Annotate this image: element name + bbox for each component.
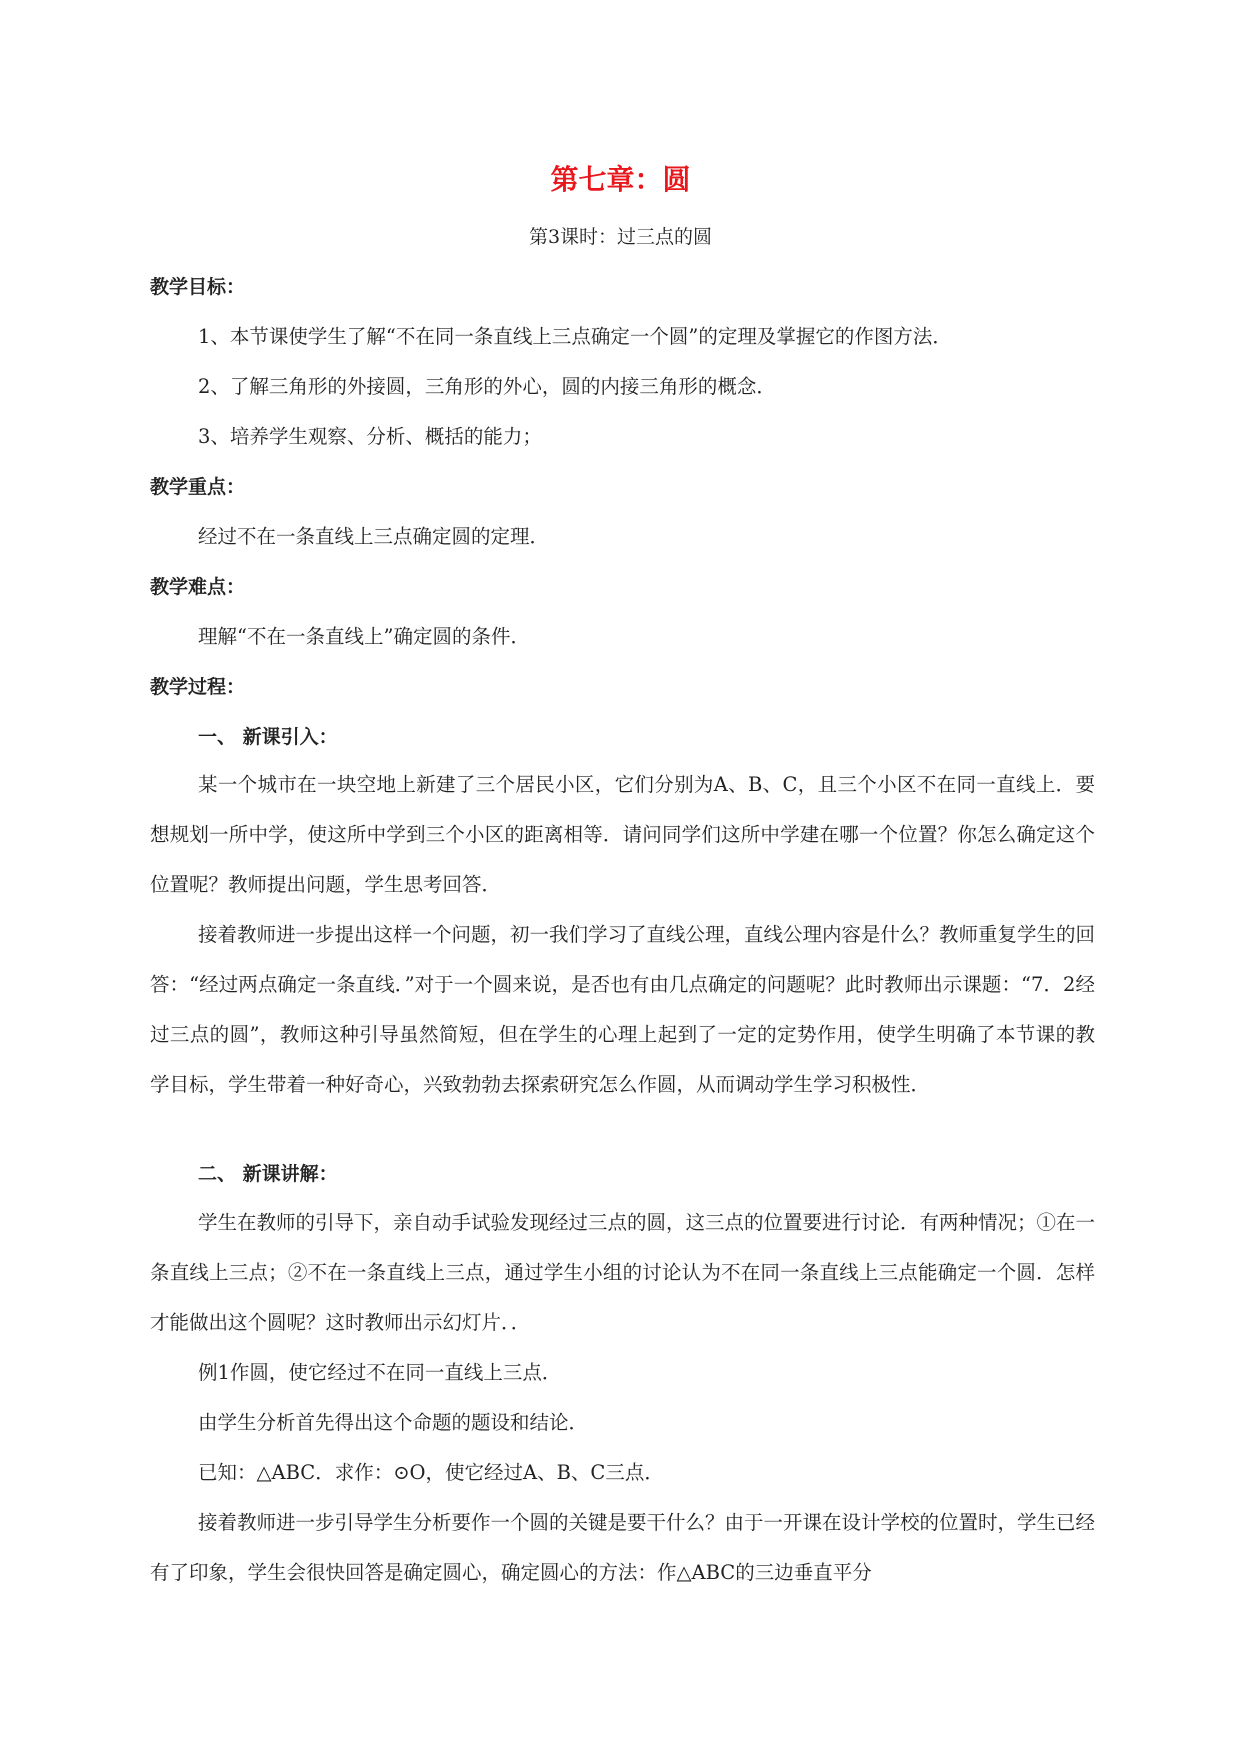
objective-item: 1、本节课使学生了解“不在同一条直线上三点确定一个圆”的定理及掌握它的作图方法． bbox=[198, 325, 952, 348]
objective-item: 2、了解三角形的外接圆，三角形的外心，圆的内接三角形的概念． bbox=[198, 375, 776, 398]
paragraph: 已知：△ABC．求作：⊙O，使它经过A、B、C三点． bbox=[198, 1461, 664, 1484]
paragraph: 接着教师进一步提出这样一个问题，初一我们学习了直线公理，直线公理内容是什么？教师重复学生的回答：“经过两点确定一条直线．”对于一个圆来说，是否也有由几点确定的问题呢？此时教师出示课题：“7．2经过三点的圆”，教师这种引导虽然简短，但在学生的心理上起到了一定的定势作用，使学生明确了本节课的教学目标，学生带着一种好奇心，兴致勃勃去探索研究怎么作圆，从而调动学生学习积极性． bbox=[150, 923, 1096, 1096]
chapter-title: 第七章：圆 bbox=[550, 163, 691, 196]
paragraph: 某一个城市在一块空地上新建了三个居民小区，它们分别为A、B、C，且三个小区不在同一直线上．要想规划一所中学，使这所中学到三个小区的距离相等．请问同学们这所中学建在哪一个位置？你怎么确定这个位置呢？教师提出问题，学生思考回答． bbox=[150, 773, 1095, 896]
difficulty-text: 理解“不在一条直线上”确定圆的条件． bbox=[198, 625, 530, 648]
section-lecture-heading: 二、 新课讲解： bbox=[198, 1163, 338, 1185]
paragraph: 由学生分析首先得出这个命题的题设和结论． bbox=[198, 1411, 589, 1434]
difficulty-heading: 教学难点： bbox=[150, 576, 246, 598]
paragraph: 接着教师进一步引导学生分析要作一个圆的关键是要干什么？由于一开课在设计学校的位置时，学生已经有了印象，学生会很快回答是确定圆心，确定圆心的方法：作△ABC的三边垂直平分 bbox=[150, 1511, 1096, 1584]
key-point-heading: 教学重点： bbox=[150, 476, 246, 498]
objectives-heading: 教学目标： bbox=[150, 276, 246, 298]
paragraph: 学生在教师的引导下，亲自动手试验发现经过三点的圆，这三点的位置要进行讨论．有两种情况；①在一条直线上三点；②不在一条直线上三点，通过学生小组的讨论认为不在同一条直线上三点能确定一个圆．怎样才能做出这个圆呢？这时教师出示幻灯片．． bbox=[150, 1211, 1096, 1334]
process-heading: 教学过程： bbox=[150, 676, 246, 698]
section-intro-heading: 一、 新课引入： bbox=[198, 726, 338, 748]
lesson-subtitle: 第3课时：过三点的圆 bbox=[528, 226, 713, 248]
key-point-text: 经过不在一条直线上三点确定圆的定理． bbox=[198, 525, 550, 548]
paragraph: 例1作圆，使它经过不在同一直线上三点． bbox=[198, 1361, 562, 1384]
objective-item: 3、培养学生观察、分析、概括的能力； bbox=[198, 425, 542, 448]
